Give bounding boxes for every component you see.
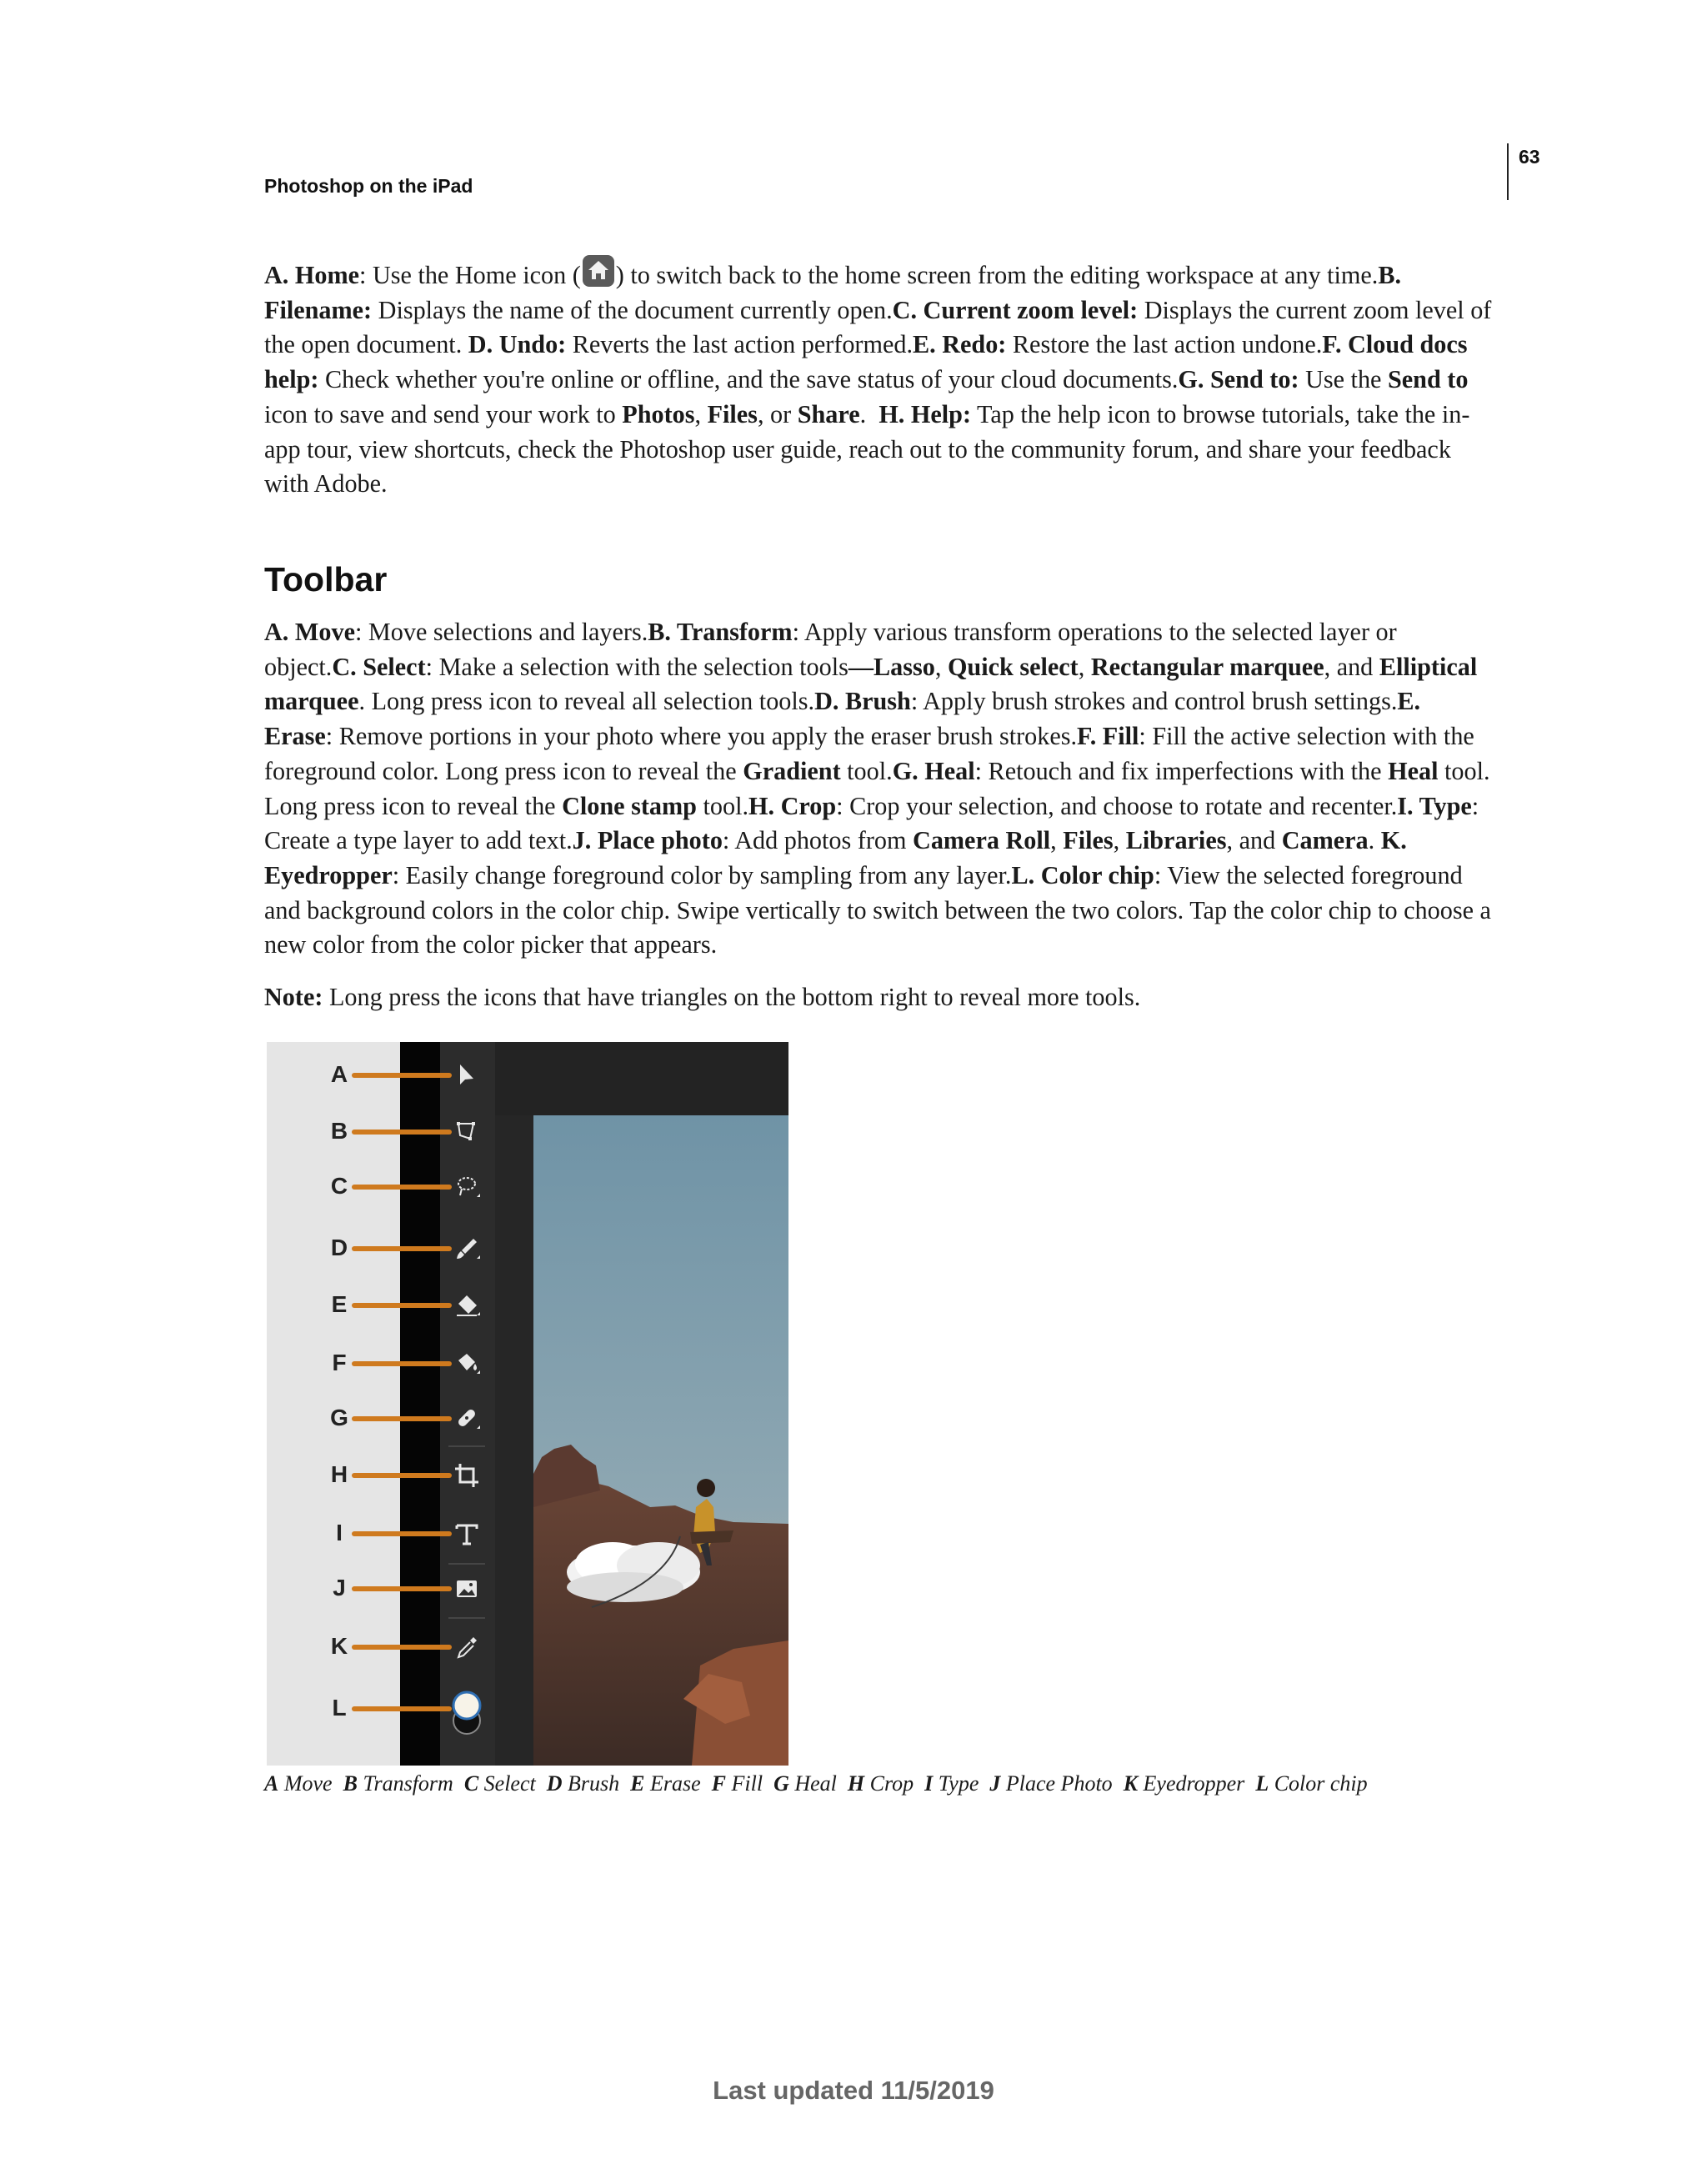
tb-c-text: : Make a selection with the selection tools: [425, 652, 848, 681]
callout-letter-d: D: [330, 1235, 348, 1260]
tb-a-text: : Move selections and layers.: [354, 618, 648, 646]
caption-label: Color chip: [1269, 1771, 1368, 1796]
figure-canvas-header: [495, 1042, 788, 1115]
tb-j-camroll: Camera Roll: [913, 826, 1051, 855]
caption-label: Erase: [644, 1771, 712, 1796]
tb-j-sep3: , and: [1226, 826, 1282, 855]
tb-f-label: F. Fill: [1077, 722, 1139, 751]
callout-letter-b: B: [330, 1118, 348, 1144]
caption-letter: G: [773, 1771, 789, 1796]
tb-j-sep2: ,: [1113, 826, 1126, 855]
caption-letter: F: [711, 1771, 727, 1796]
caption-letter: D: [546, 1771, 563, 1796]
legend-g-sendto: Send to: [1387, 365, 1469, 394]
brush-icon[interactable]: [452, 1234, 482, 1264]
callout-line-l: [352, 1706, 452, 1711]
tb-c-ellip: Elliptical marquee: [264, 652, 1478, 716]
tb-j-files: Files: [1063, 826, 1114, 855]
tb-g-text: : Retouch and fix imperfections with the: [974, 756, 1389, 785]
callout-letter-k: K: [330, 1633, 348, 1659]
tb-i-text: : Create a type layer to add text.: [264, 791, 1479, 855]
legend-h-text: Tap the help icon to browse tutorials, take the in-app tour, view shortcuts, check the Photoshop user guide, reach out to the community forum, and share your feedback with Adobe.: [264, 399, 1470, 498]
workspace-legend-paragraph: [264, 255, 1494, 502]
tb-a-label: A. Move: [264, 618, 355, 646]
tb-j-libraries: Libraries: [1125, 826, 1227, 855]
page-number: 63: [1519, 146, 1540, 168]
tb-j-sep1: ,: [1050, 826, 1064, 855]
tb-j-text-2: .: [1368, 826, 1381, 855]
tb-c-sep3: , and: [1324, 652, 1379, 681]
tb-c-label: C. Select: [332, 652, 426, 681]
home-icon: [583, 255, 614, 287]
tb-b-text: : Apply various transform operations to the selected layer or object.: [264, 618, 1397, 681]
legend-e-label: E. Redo:: [913, 330, 1007, 359]
caption-letter: I: [924, 1771, 934, 1796]
legend-e-text: Restore the last action undone.: [1006, 330, 1323, 359]
note-label: Note:: [264, 983, 323, 1011]
tb-g-label: G. Heal: [892, 756, 975, 785]
eraser-icon[interactable]: [452, 1290, 482, 1320]
callout-letter-j: J: [333, 1575, 346, 1600]
note-text: Long press the icons that have triangles on the bottom right to reveal more tools.: [323, 983, 1141, 1011]
tb-f-text: : Fill the active selection with the foreground color. Long press icon to reveal the: [264, 722, 1474, 785]
type-icon[interactable]: [452, 1519, 482, 1549]
caption-label: Heal: [788, 1771, 848, 1796]
tb-l-label: L. Color chip: [1011, 860, 1154, 889]
tb-g-heal: Heal: [1388, 756, 1439, 785]
tb-h-label: H. Crop: [748, 791, 837, 820]
legend-c-label: C. Current zoom level:: [892, 295, 1139, 324]
note-paragraph: [264, 980, 1494, 1015]
legend-c-text: Displays the current zoom level of the open document.: [264, 295, 1492, 359]
callout-line-d: [352, 1246, 452, 1251]
tb-b-label: B. Transform: [648, 618, 793, 646]
caption-letter: H: [847, 1771, 865, 1796]
callout-line-i: [352, 1531, 452, 1536]
tb-c-sep2: ,: [1078, 652, 1091, 681]
legend-d-label: D. Undo:: [468, 330, 567, 359]
tb-d-text: : Apply brush strokes and control brush settings.: [910, 687, 1398, 716]
caption-label: Fill: [726, 1771, 774, 1796]
toolbar-figure: [267, 1042, 788, 1766]
caption-letter: K: [1123, 1771, 1139, 1796]
tb-j-camera: Camera: [1281, 826, 1369, 855]
tb-l-text: : View the selected foreground and background colors in the color chip. Swipe vertically to switch between the two colors. Tap the color chip to choose a new color from the color picker that appears.: [264, 860, 1491, 959]
callout-line-b: [352, 1130, 452, 1135]
caption-label: Type: [933, 1771, 990, 1796]
toolbar-description-paragraph: [264, 615, 1494, 963]
place-photo-icon[interactable]: [452, 1574, 482, 1604]
legend-d-text: Reverts the last action performed.: [566, 330, 913, 359]
caption-label: Place Photo: [1000, 1771, 1124, 1796]
caption-letter: A: [264, 1771, 279, 1796]
legend-g-text: Use the: [1299, 365, 1388, 394]
callout-line-f: [352, 1361, 452, 1366]
toolbar-separator: [448, 1563, 485, 1565]
legend-a-text-2: ) to switch back to the home screen from the editing workspace at any time.: [615, 261, 1379, 289]
callout-line-c: [352, 1185, 452, 1190]
tb-e-text: : Remove portions in your photo where you apply the eraser brush strokes.: [325, 722, 1078, 751]
toolbar-separator: [448, 1445, 485, 1447]
callout-line-k: [352, 1645, 452, 1650]
tb-c-sep1: ,: [934, 652, 948, 681]
tb-k-text: : Easily change foreground color by sampling from any layer.: [392, 860, 1012, 889]
caption-label: Transform: [357, 1771, 464, 1796]
callout-letter-i: I: [336, 1520, 343, 1545]
legend-g-text-3: .: [859, 399, 879, 428]
running-header: Photoshop on the iPad: [264, 175, 473, 197]
tb-i-label: I. Type: [1397, 791, 1472, 820]
legend-b-label: B. Filename:: [264, 261, 1402, 324]
tb-f-text-2: tool.: [840, 756, 893, 785]
transform-icon[interactable]: [452, 1117, 482, 1147]
callout-letter-g: G: [330, 1405, 348, 1430]
callout-line-h: [352, 1473, 452, 1478]
tb-g-clone: Clone stamp: [562, 791, 697, 820]
legend-g-sep2: , or: [757, 399, 798, 428]
tb-h-text: : Crop your selection, and choose to rotate and recenter.: [836, 791, 1398, 820]
figure-screen-edge: [400, 1042, 440, 1766]
caption-letter: E: [630, 1771, 645, 1796]
caption-letter: J: [989, 1771, 1001, 1796]
legend-g-photos: Photos: [622, 399, 695, 428]
tb-j-label: J. Place photo: [572, 826, 723, 855]
caption-letter: C: [463, 1771, 479, 1796]
tb-d-label: D. Brush: [814, 687, 911, 716]
caption-letter: B: [343, 1771, 358, 1796]
legend-f-text: Check whether you're online or offline, and the save status of your cloud documents.: [318, 365, 1179, 394]
tb-f-gradient: Gradient: [743, 756, 841, 785]
callout-letter-h: H: [330, 1461, 348, 1487]
callout-letter-c: C: [330, 1173, 348, 1199]
footer-last-updated: Last updated 11/5/2019: [713, 2076, 994, 2105]
tb-k-label: K. Eyedropper: [264, 826, 1407, 889]
caption-label: Select: [478, 1771, 547, 1796]
tb-g-text-2: tool. Long press icon to reveal the: [264, 756, 1490, 820]
tb-c-text-2: . Long press icon to reveal all selection tools.: [358, 687, 815, 716]
callout-letter-e: E: [331, 1291, 348, 1317]
callout-line-g: [352, 1416, 452, 1421]
section-heading-toolbar: Toolbar: [264, 560, 388, 599]
caption-letter: L: [1255, 1771, 1269, 1796]
legend-a-text: : Use the Home icon (: [359, 261, 581, 289]
legend-f-label: F. Cloud docs help:: [264, 330, 1468, 394]
toolbar-separator: [448, 1617, 485, 1619]
lasso-icon[interactable]: [452, 1172, 482, 1202]
legend-g-files: Files: [707, 399, 758, 428]
callout-letter-l: L: [332, 1695, 347, 1721]
eyedropper-icon[interactable]: [452, 1632, 482, 1662]
callout-line-j: [352, 1586, 452, 1591]
caption-label: Move: [278, 1771, 343, 1796]
move-icon[interactable]: [452, 1060, 482, 1090]
heal-icon[interactable]: [452, 1404, 482, 1434]
callout-line-e: [352, 1303, 452, 1308]
legend-g-text-2: icon to save and send your work to: [264, 399, 623, 428]
figure-canvas-photo: [533, 1115, 788, 1766]
legend-h-label: H. Help:: [879, 399, 971, 428]
caption-label: Eyedropper: [1138, 1771, 1256, 1796]
legend-b-text: Displays the name of the document currently open.: [372, 295, 893, 324]
fill-icon[interactable]: [452, 1349, 482, 1379]
figure-caption: [264, 1771, 1368, 1796]
legend-g-share: Share: [797, 399, 860, 428]
legend-g-sep1: ,: [694, 399, 708, 428]
crop-icon[interactable]: [452, 1460, 482, 1490]
caption-label: Crop: [864, 1771, 925, 1796]
color-chip-icon[interactable]: [452, 1689, 482, 1739]
tb-e-label: E. Erase: [264, 687, 1421, 751]
tb-c-quick: Quick select: [947, 652, 1079, 681]
tb-g-text-3: tool.: [696, 791, 749, 820]
callout-line-a: [352, 1073, 452, 1078]
caption-label: Brush: [562, 1771, 631, 1796]
legend-g-label: G. Send to:: [1178, 365, 1299, 394]
tb-c-rect: Rectangular marquee: [1090, 652, 1324, 681]
tb-c-lasso: —Lasso: [848, 652, 935, 681]
callout-letter-a: A: [330, 1061, 348, 1087]
header-rule: [1507, 143, 1509, 200]
figure-canvas-margin: [495, 1115, 533, 1766]
legend-a-label: A. Home: [264, 261, 360, 289]
callout-letter-f: F: [332, 1350, 347, 1375]
tb-j-text: : Add photos from: [722, 826, 914, 855]
